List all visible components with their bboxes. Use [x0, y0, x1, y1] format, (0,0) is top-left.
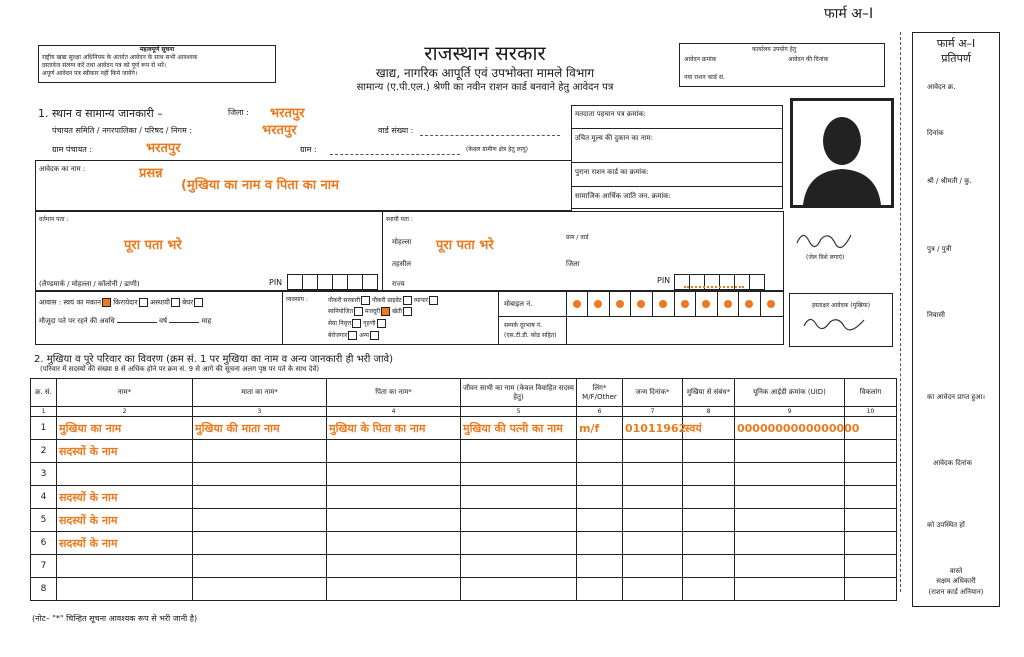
cell-spouse[interactable]: मुखिया की पत्नी का नाम [461, 417, 577, 440]
occ-retired: सेवा निवृत्त [328, 320, 352, 327]
residence-own-checkbox[interactable] [102, 298, 111, 307]
receipt-box [912, 32, 1000, 607]
occ-self-checkbox[interactable] [354, 307, 363, 316]
notice-line: दस्तावेज संलग्न करें तथा आवेदन पत्र को पूर्ण रूप से भरें। [42, 62, 167, 69]
cell-father[interactable] [327, 486, 461, 509]
column-number: 7 [623, 407, 683, 417]
receipt-appear-date: आवेदक दिनांक [933, 459, 972, 467]
row-number: 8 [31, 578, 57, 601]
mobile-label: मोबाइल नं. [504, 300, 533, 308]
mobile-boxes[interactable] [566, 292, 782, 344]
cell-name[interactable] [57, 578, 193, 601]
cell-disabled[interactable] [845, 463, 897, 486]
office-app-no: आवेदन क्रमांक [684, 56, 717, 63]
cell-mother[interactable] [193, 440, 327, 463]
cell-uid[interactable]: 0000000000000000 [735, 417, 845, 440]
permanent-address-value[interactable]: पूरा पता भरे [436, 238, 494, 253]
applicant-label: आवेदक का नाम : [39, 165, 86, 173]
occ-unemployed: बेरोजगार [328, 332, 348, 339]
cell-mother[interactable] [193, 578, 327, 601]
sign-note: (जेल विशे लगाएं) [806, 254, 845, 261]
cell-relation[interactable] [683, 578, 735, 601]
row-number: 5 [31, 509, 57, 532]
fps-label: उचित मूल्य की दुकान का नाम: [575, 134, 654, 142]
district-value[interactable]: भरतपुर [270, 106, 305, 121]
table-row [31, 463, 897, 486]
subtitle: सामान्य (ए.पी.एल.) श्रेणी का नवीन राशन कार्ड बनवाने हेतु आवेदन पत्र [356, 82, 614, 93]
column-header: यूनिक आईडी क्रमांक (UID) [735, 379, 845, 407]
cell-relation[interactable] [683, 486, 735, 509]
applicant-note: (मुखिया का नाम व पिता का नाम [181, 178, 339, 193]
cell-spouse[interactable] [461, 578, 577, 601]
table-row [31, 417, 897, 440]
receipt-received: का आवेदन प्राप्त हुआ। [927, 393, 985, 401]
cell-name[interactable]: सदस्यों के नाम [57, 440, 193, 463]
cell-name[interactable] [57, 555, 193, 578]
cell-father[interactable] [327, 463, 461, 486]
receipt-officer-3: (राशन कार्ड अनियान) [928, 588, 984, 596]
column-number: 5 [461, 407, 577, 417]
column-number: 10 [845, 407, 897, 417]
months-label: माह [201, 317, 212, 325]
cell-gender[interactable] [577, 486, 623, 509]
cell-gender[interactable] [577, 578, 623, 601]
district-label: जिला : [228, 108, 249, 117]
landline-label: सम्पर्क दूरभाष नं. [504, 322, 542, 329]
cell-mother[interactable] [193, 532, 327, 555]
cell-relation[interactable] [683, 509, 735, 532]
table-row [31, 578, 897, 601]
residence-own: स्वयं का मकान [63, 298, 101, 307]
cell-uid[interactable] [735, 509, 845, 532]
row-number: 6 [31, 532, 57, 555]
receipt-form-id: फार्म अ–I [936, 37, 976, 50]
panchayat-value[interactable]: भरतपुर [262, 123, 297, 138]
table-row [31, 486, 897, 509]
avatar-icon [793, 101, 891, 205]
form-id: फार्म अ–I [824, 6, 874, 22]
table-header-row [31, 379, 897, 407]
address-box [35, 211, 784, 291]
receipt-from: श्री / श्रीमती / कु. [927, 177, 972, 185]
village-label: ग्राम : [300, 145, 317, 154]
cell-dob[interactable] [623, 509, 683, 532]
column-number: 4 [327, 407, 461, 417]
receipt-present: को उपस्थित हों [927, 521, 965, 529]
page-title: राजस्थान सरकार [424, 41, 546, 65]
cell-name[interactable]: मुखिया का नाम [57, 417, 193, 440]
column-header: क्र. सं. [31, 379, 57, 407]
cell-name[interactable]: सदस्यों के नाम [57, 509, 193, 532]
office-ration-no: नया राशन कार्ड सं. [684, 74, 725, 81]
signature-icon [790, 310, 890, 338]
notice-line: राष्ट्रीय खाद्य सुरक्षा अधिनियम के अंतर्गत आवेदन के साथ सभी आवश्यक [42, 54, 198, 61]
cell-mother[interactable] [193, 463, 327, 486]
occ-labour-checkbox[interactable] [381, 307, 390, 316]
cell-uid[interactable] [735, 486, 845, 509]
duration-label: मौजूदा पते पर रहने की अवधि [39, 317, 115, 325]
table-number-row [31, 407, 897, 417]
cell-name[interactable] [57, 463, 193, 486]
district2-label: जिला [566, 260, 580, 268]
cell-father[interactable] [327, 578, 461, 601]
cell-dob[interactable] [623, 463, 683, 486]
section1-heading: 1. स्थान व सामान्य जानकारी – [38, 107, 163, 120]
cell-disabled[interactable] [845, 440, 897, 463]
row-number: 2 [31, 440, 57, 463]
state-label: राज्य [392, 280, 405, 288]
notice-title: महत्वपूर्ण सूचना [139, 46, 175, 53]
landline-note: (एस.टी.डी. कोड सहित) [504, 332, 557, 339]
cell-father[interactable] [327, 509, 461, 532]
column-header: पिता का नाम* [327, 379, 461, 407]
cell-gender[interactable] [577, 509, 623, 532]
occ-farming: खेती [392, 308, 402, 315]
column-header: जीवन साथी का नाम (केवल विवाहित सदस्य हेतु) [461, 379, 577, 407]
cell-uid[interactable] [735, 532, 845, 555]
cell-spouse[interactable] [461, 486, 577, 509]
panchayat-label: पंचायत समिति / नगरपालिका / परिषद / निगम : [52, 126, 193, 135]
cell-dob[interactable] [623, 486, 683, 509]
row-number: 3 [31, 463, 57, 486]
column-header: मुखिया से संबंध* [683, 379, 735, 407]
receipt-officer-2: सक्षम अधिकारी [936, 577, 976, 585]
voter-id-label: मतदाता पहचान पत्र क्रमांक: [575, 110, 646, 118]
occ-unemployed-checkbox[interactable] [348, 331, 357, 340]
occ-retired-checkbox[interactable] [352, 319, 361, 328]
residence-options [39, 298, 203, 308]
occ-housewife-checkbox[interactable] [377, 319, 386, 328]
right-info-box [571, 105, 783, 209]
cell-father[interactable] [327, 555, 461, 578]
family-table [30, 378, 897, 601]
table-row [31, 555, 897, 578]
cell-father[interactable]: मुखिया के पिता का नाम [327, 417, 461, 440]
row-number: 1 [31, 417, 57, 440]
receipt-son-of: पुत्र / पुत्री [927, 245, 952, 253]
residence-duration [39, 317, 211, 326]
cell-mother[interactable] [193, 486, 327, 509]
notice-box [38, 45, 276, 83]
column-header: माता का नाम* [193, 379, 327, 407]
cell-uid[interactable] [735, 578, 845, 601]
office-use-box [679, 43, 885, 87]
cell-name[interactable]: सदस्यों के नाम [57, 532, 193, 555]
cell-uid[interactable] [735, 463, 845, 486]
residence-homeless-checkbox[interactable] [194, 298, 203, 307]
cell-relation[interactable] [683, 555, 735, 578]
header [300, 40, 670, 95]
cell-disabled[interactable] [845, 578, 897, 601]
department: खाद्य, नागरिक आपूर्ति एवं उपभोक्ता मामले विभाग [375, 66, 595, 80]
cell-relation[interactable] [683, 463, 735, 486]
residence-temp-checkbox[interactable] [171, 298, 180, 307]
column-number: 8 [683, 407, 735, 417]
cell-spouse[interactable] [461, 555, 577, 578]
row-number: 4 [31, 486, 57, 509]
cell-relation[interactable] [683, 532, 735, 555]
table-row [31, 440, 897, 463]
village-panchayat-label: ग्राम पंचायत : [52, 145, 93, 154]
occ-business-checkbox[interactable] [429, 296, 438, 305]
cell-uid[interactable] [735, 440, 845, 463]
cell-mother[interactable] [193, 509, 327, 532]
cell-gender[interactable] [577, 532, 623, 555]
footer-note: (नोट– "*" चिन्हित सूचना आवश्यक रूप से भरी जानी है) [32, 614, 198, 623]
cell-dob[interactable] [623, 555, 683, 578]
occ-govt: नौकरी सरकारी [328, 297, 361, 304]
occ-govt-checkbox[interactable] [361, 296, 370, 305]
occ-labour: मजदूरी [364, 308, 381, 315]
table-row [31, 532, 897, 555]
occupation-row-3 [328, 319, 386, 328]
row-number: 7 [31, 555, 57, 578]
cell-spouse[interactable] [461, 509, 577, 532]
residence-homeless: बेघर [182, 298, 194, 307]
cell-father[interactable] [327, 532, 461, 555]
permanent-address-label: स्थायी पता : [386, 216, 413, 223]
occ-private: नौकरी प्राइवेट [372, 297, 402, 304]
cell-spouse[interactable] [461, 532, 577, 555]
village-note: (केवल ग्रामीण क्षेत्र हेतु लागू) [466, 146, 528, 153]
applicant-box [35, 160, 572, 211]
cell-name[interactable]: सदस्यों के नाम [57, 486, 193, 509]
cell-disabled[interactable] [845, 555, 897, 578]
category-label: सामाजिक आर्थिक जाति जन. क्रमांक: [575, 192, 671, 200]
cell-uid[interactable] [735, 555, 845, 578]
cell-relation[interactable] [683, 440, 735, 463]
pin-label-2: PIN [657, 276, 671, 285]
current-address-label: वर्तमान पता : [39, 216, 69, 223]
applicant-sign-label: हस्ताक्षर आवेदक (मुखिया) [811, 302, 871, 309]
receipt-address: निवासी [927, 311, 945, 319]
cell-mother[interactable] [193, 555, 327, 578]
occupation-row-4 [328, 331, 379, 340]
occ-business: व्यापार [413, 297, 429, 304]
occ-housewife: गृहणी [363, 320, 376, 327]
section2-heading: 2. मुखिया व पूरे परिवार का विवरण (क्रम सं. 1 पर मुखिया का नाम व अन्य जानकारी ही भरी जावे) [34, 354, 394, 365]
occupation-row-2 [328, 307, 412, 316]
details-box [35, 291, 784, 345]
village-panchayat-value[interactable]: भरतपुर [146, 141, 181, 156]
pin-label: PIN [269, 278, 283, 287]
cell-spouse[interactable] [461, 440, 577, 463]
residence-rent-checkbox[interactable] [139, 298, 148, 307]
cell-spouse[interactable] [461, 463, 577, 486]
cell-dob[interactable]: 01011962 [623, 417, 683, 440]
residence-label: आवास : [39, 298, 62, 307]
column-number: 6 [577, 407, 623, 417]
ward-label: वार्ड संख्या : [378, 126, 414, 135]
receipt-copy-label: प्रतिपर्ण [941, 52, 971, 65]
cell-gender[interactable] [577, 440, 623, 463]
receipt-officer-1: वास्ते [949, 567, 963, 575]
notice-line: अपूर्ण आवेदन पत्र स्वीकार नहीं किये जायेंगे। [42, 70, 138, 77]
residence-temp: अस्थायी [149, 298, 170, 307]
mohalla-label: मोहल्ला [392, 238, 412, 246]
gram-label: ग्राम / वार्ड [566, 234, 589, 241]
column-number: 1 [31, 407, 57, 417]
cell-disabled[interactable] [845, 486, 897, 509]
tehsil-label: तहसील [392, 260, 411, 268]
column-header: विकलांग [845, 379, 897, 407]
column-header: नाम* [57, 379, 193, 407]
residence-rent: किरायेदार [113, 298, 138, 307]
office-use-label: कार्यालय उपयोग हेतु [752, 46, 797, 53]
cell-mother[interactable]: मुखिया की माता नाम [193, 417, 327, 440]
cell-gender[interactable] [577, 555, 623, 578]
occ-self: स्वनियोजित [328, 308, 354, 315]
signature-icon [793, 225, 859, 255]
photo-box[interactable] [790, 98, 894, 208]
occ-farming-checkbox[interactable] [403, 307, 412, 316]
cell-dob[interactable] [623, 578, 683, 601]
current-address-value[interactable]: पूरा पता भरे [124, 238, 182, 253]
cell-disabled[interactable] [845, 509, 897, 532]
cell-dob[interactable] [623, 532, 683, 555]
column-header: लिंग* M/F/Other [577, 379, 623, 407]
years-label: वर्ष [159, 317, 168, 325]
office-app-date: आवेदन की दिनांक [788, 56, 829, 63]
occupation-row-1 [328, 296, 438, 305]
cell-gender[interactable]: m/f [577, 417, 623, 440]
column-number: 2 [57, 407, 193, 417]
table-row [31, 509, 897, 532]
cell-gender[interactable] [577, 463, 623, 486]
receipt-app-no: आवेदन क्र. [927, 83, 956, 91]
cell-dob[interactable] [623, 440, 683, 463]
section2-note: (परिवार में सदस्यों की संख्या 8 से अधिक होने पर क्रम सं. 9 से आगे की सूचना अलग पृष्ठ पर पते के साथ देवें) [40, 365, 320, 373]
column-header: जन्म दिनांक* [623, 379, 683, 407]
column-number: 3 [193, 407, 327, 417]
column-number: 9 [735, 407, 845, 417]
applicant-name[interactable]: प्रसन्न [139, 166, 163, 181]
occupation-label: व्यवसाय : [286, 296, 308, 303]
cell-father[interactable] [327, 440, 461, 463]
landmark-label: (लैण्डमार्क / मोहल्ला / कॉलोनी / ढाणी) [39, 280, 140, 288]
cell-disabled[interactable] [845, 532, 897, 555]
receipt-date: दिनांक [927, 129, 944, 137]
old-card-label: पुराना राशन कार्ड का क्रमांक: [575, 168, 649, 176]
occ-private-checkbox[interactable] [403, 296, 412, 305]
occ-other: अन्य [359, 332, 370, 339]
cell-relation[interactable]: स्वयं [683, 417, 735, 440]
occ-other-checkbox[interactable] [370, 331, 379, 340]
applicant-sign-box[interactable] [789, 293, 893, 347]
